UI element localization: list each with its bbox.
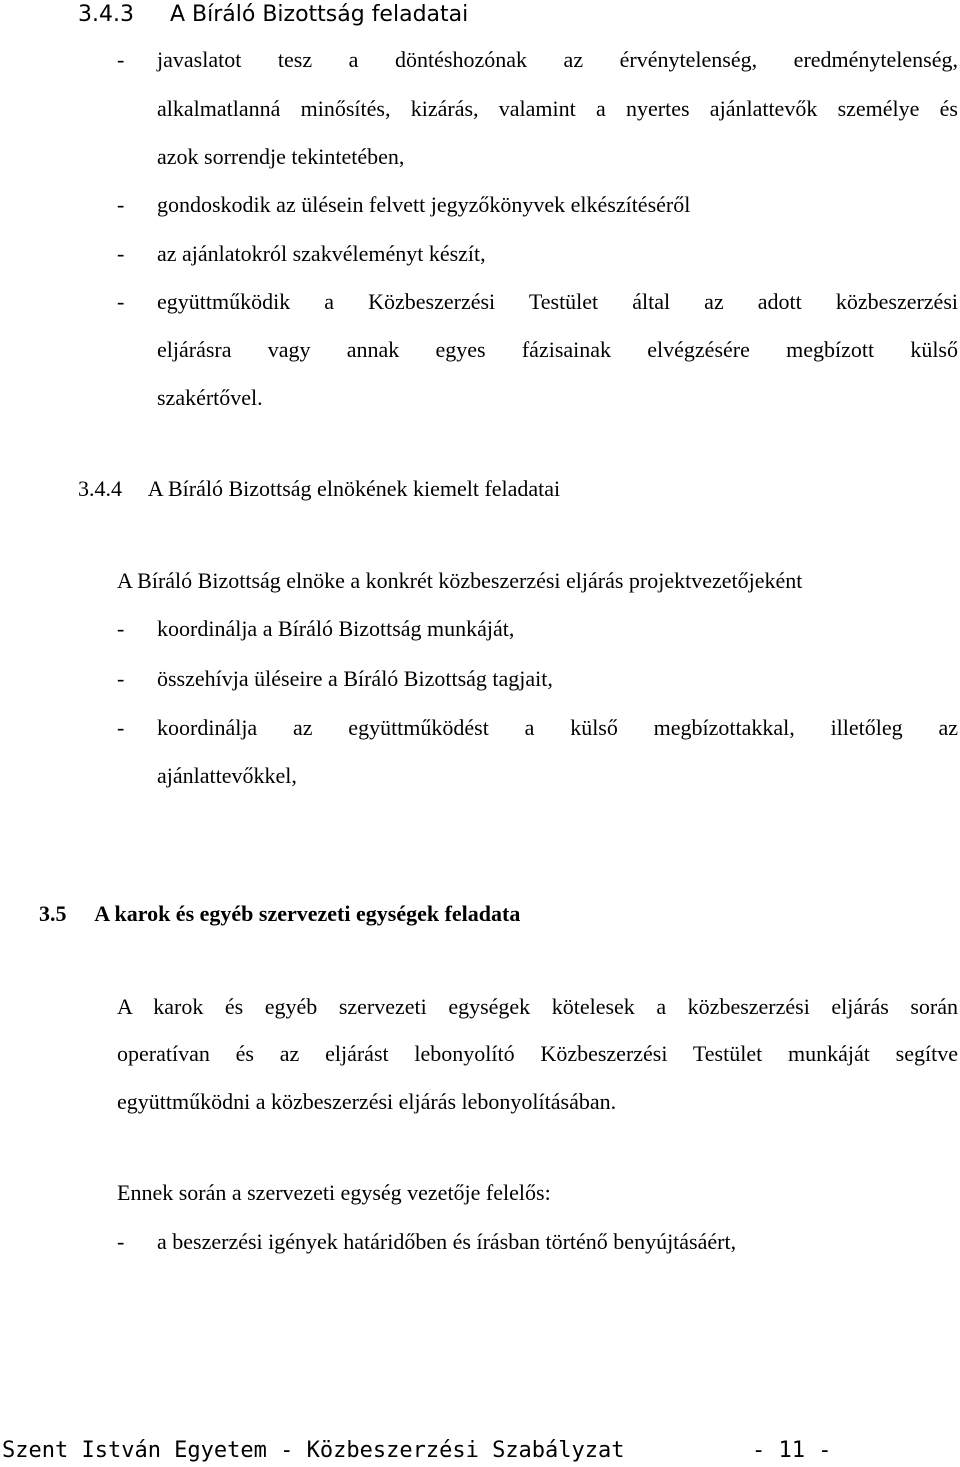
list-item-line: az ajánlatokról szakvéleményt készít, (157, 241, 486, 266)
list-item-line: a beszerzési igények határidőben és írásban történő benyújtásáért, (157, 1229, 737, 1254)
list-item-line: gondoskodik az ülésein felvett jegyzőkönyvek elkészítéséről (157, 192, 691, 217)
list-dash: - (117, 616, 125, 641)
list-item-line: eljárásra vagy annak egyes fázisainak elvégzésére megbízott külső (157, 337, 958, 362)
list-item-line: szakértővel. (157, 385, 263, 410)
paragraph-line: együttműködni a közbeszerzési eljárás lebonyolításában. (117, 1089, 617, 1114)
section-title: A Bíráló Bizottság elnökének kiemelt feladatai (147, 476, 561, 501)
section-number: 3.4.4 (78, 476, 122, 501)
list-item-line: ajánlattevőkkel, (157, 763, 297, 788)
list-item-line: alkalmatlanná minősítés, kizárás, valamint a nyertes ajánlattevők személye és (157, 96, 958, 121)
section-title: A Bíráló Bizottság feladatai (169, 2, 469, 27)
list-dash: - (117, 289, 125, 314)
list-item-line: azok sorrendje tekintetében, (157, 144, 405, 169)
paragraph-line: operatívan és az eljárást lebonyolító Közbeszerzési Testület munkáját segítve (117, 1041, 958, 1066)
list-item-line: koordinálja az együttműködést a külső megbízottakkal, illetőleg az (157, 715, 958, 740)
paragraph-line: A karok és egyéb szervezeti egységek kötelesek a közbeszerzési eljárás során (117, 994, 958, 1019)
section-35-heading (39, 899, 520, 929)
section-344-heading (78, 474, 560, 504)
section-title: A karok és egyéb szervezeti egységek feladata (94, 901, 521, 926)
list-dash: - (117, 1229, 125, 1254)
list-item-line: javaslatot tesz a döntéshozónak az érvénytelenség, eredménytelenség, (157, 47, 958, 72)
list-item-line: összehívja üléseire a Bíráló Bizottság tagjait, (157, 666, 553, 691)
section-344-intro: A Bíráló Bizottság elnöke a konkrét közbeszerzési eljárás projektvezetőjeként (117, 568, 803, 593)
page-number: - 11 - (752, 1438, 832, 1463)
section-number: 3.5 (39, 901, 67, 926)
section-35-paragraph-2: Ennek során a szervezeti egység vezetője felelős: (117, 1180, 551, 1205)
list-dash: - (117, 241, 125, 266)
list-dash: - (117, 666, 125, 691)
list-dash: - (117, 192, 125, 217)
section-number: 3.4.3 (78, 2, 134, 27)
list-dash: - (117, 47, 125, 72)
list-item-line: együttműködik a Közbeszerzési Testület által az adott közbeszerzési (157, 289, 958, 314)
section-343-heading (78, 0, 468, 30)
list-dash: - (117, 715, 125, 740)
footer-title: Szent István Egyetem - Közbeszerzési Szabályzat (2, 1438, 625, 1463)
list-item-line: koordinálja a Bíráló Bizottság munkáját, (157, 616, 515, 641)
